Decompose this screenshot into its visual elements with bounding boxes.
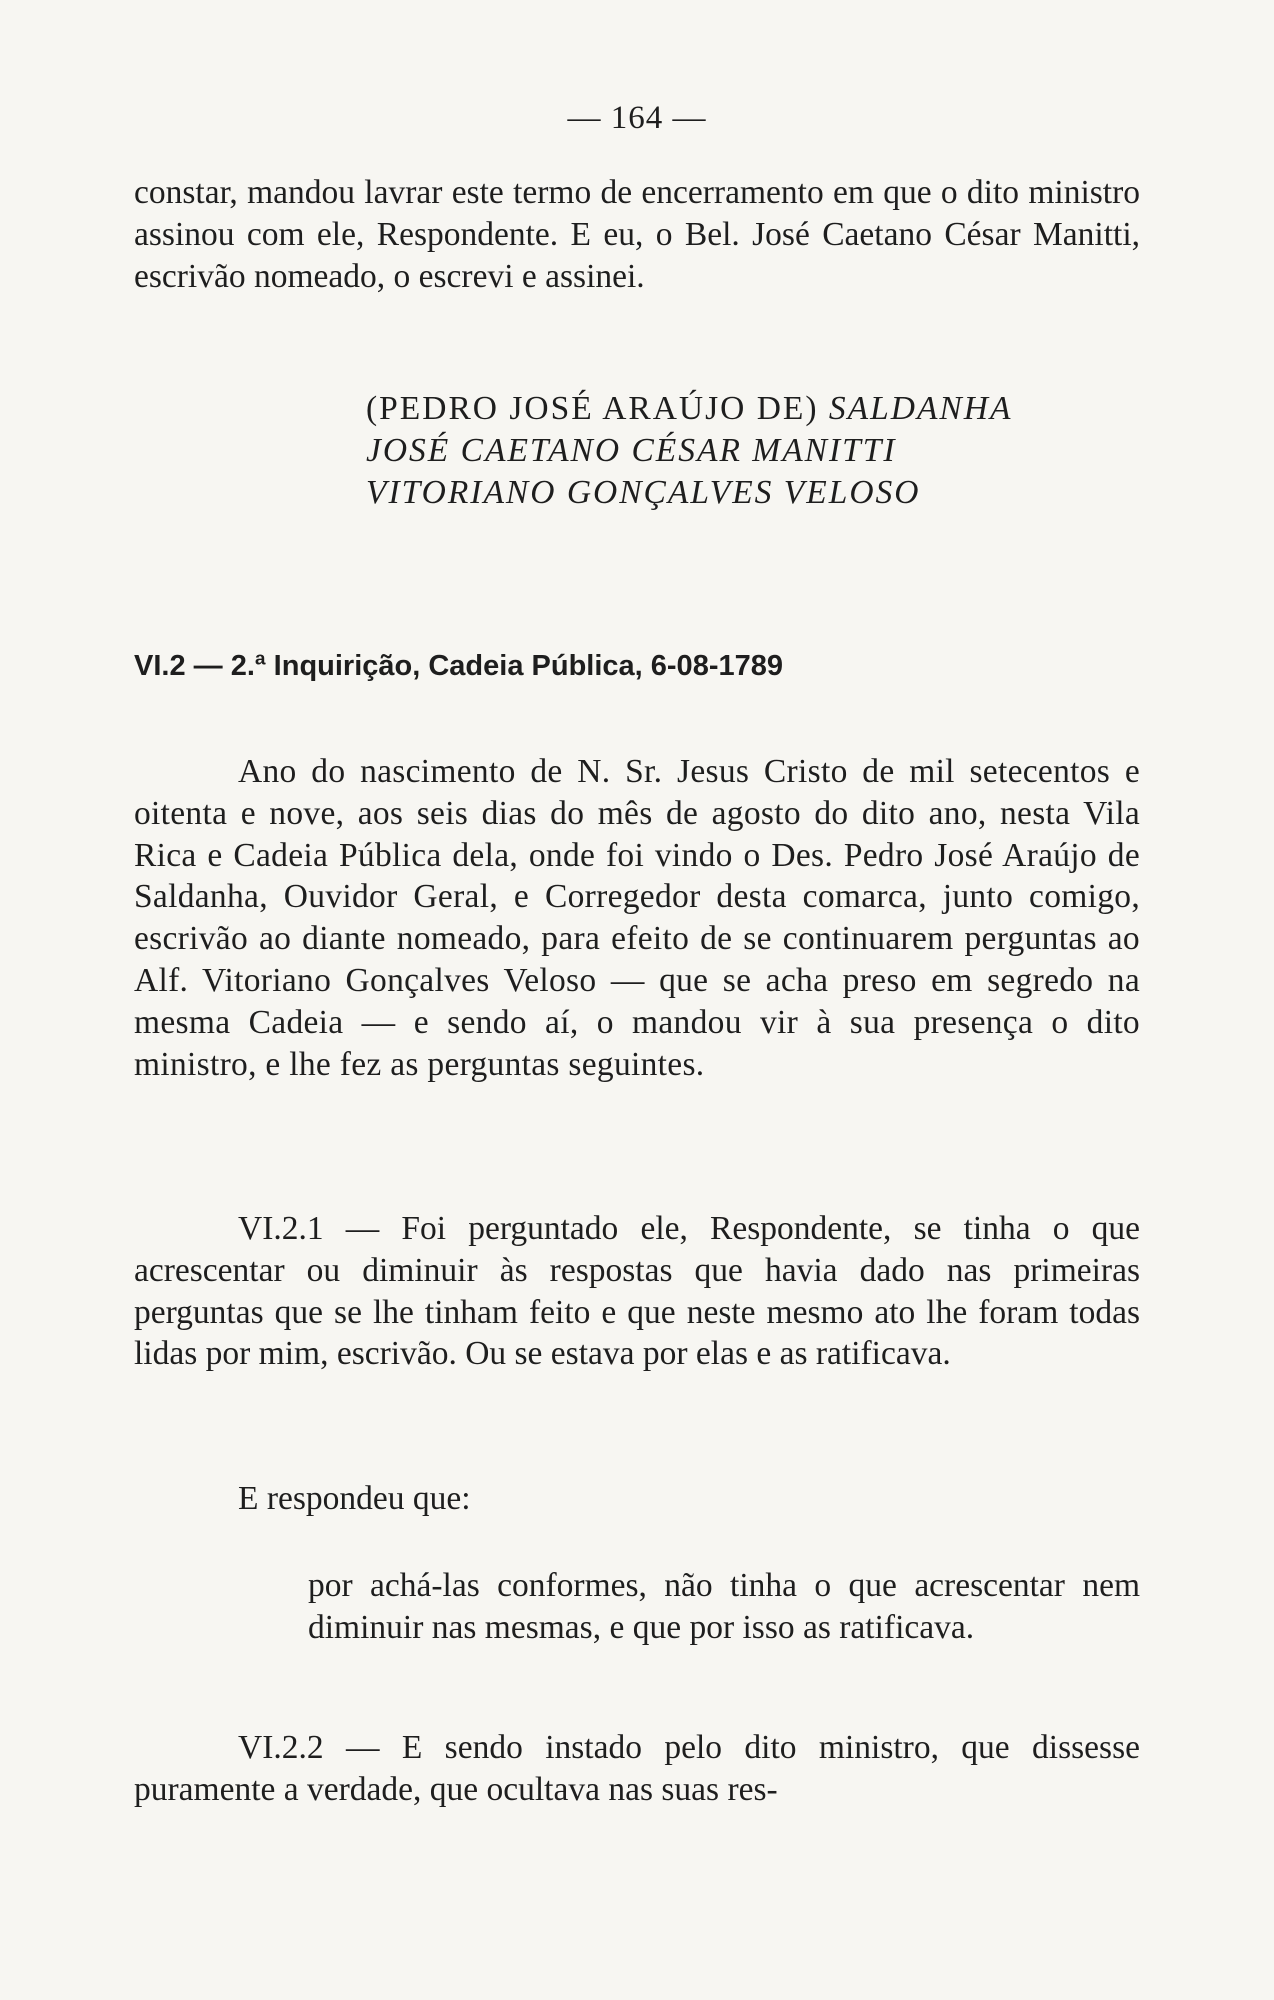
signature-veloso: VITORIANO GONÇALVES VELOSO bbox=[366, 474, 921, 511]
signature-saldanha-name: SALDANHA bbox=[828, 390, 1013, 427]
signature-block bbox=[366, 388, 1012, 514]
opening-paragraph: Ano do nascimento de N. Sr. Jesus Cristo de mil setecentos e oitenta e nove, aos seis dias do mês de agosto do dito ano, nesta Vila Rica e Cadeia Pública dela, onde foi vindo o Des. Pedro José Araújo de Saldanha, Ouvidor Geral, e Corregedor desta comarca, junto comigo, escrivão ao diante nomeado, para efeito de se continuarem perguntas ao Alf. Vitoriano Gonçalves Veloso — que se acha preso em segredo na mesma Cadeia — e sendo aí, o mandou vir à sua presença o dito ministro, e lhe fez as perguntas seguintes. bbox=[134, 753, 1140, 1083]
question-vi-2-1: VI.2.1 — Foi perguntado ele, Respondente, se tinha o que acrescentar ou diminuir às respostas que havia dado nas primeiras perguntas que se lhe tinham feito e que neste mesmo ato lhe foram todas lidas por mim, escrivão. Ou se estava por elas e as ratificava. bbox=[134, 1210, 1140, 1373]
closing-paragraph: constar, mandou lavrar este termo de encerramento em que o dito ministro assinou com ele, Respondente. E eu, o Bel. José Caetano César Manitti, escrivão nomeado, o escrevi e assinei. bbox=[134, 174, 1140, 295]
question-vi-2-2: VI.2.2 — E sendo instado pelo dito ministro, que dissesse puramente a verdade, que ocultava nas suas res- bbox=[134, 1729, 1140, 1808]
signature-manitti: JOSÉ CAETANO CÉSAR MANITTI bbox=[366, 432, 897, 469]
signature-saldanha-prefix: (PEDRO JOSÉ ARAÚJO DE) bbox=[366, 390, 829, 427]
reply-quote: por achá-las conformes, não tinha o que acrescentar nem diminuir nas mesmas, e que por isso as ratificava. bbox=[308, 1567, 1140, 1646]
page-number: — 164 — bbox=[567, 100, 707, 136]
reply-intro: E respondeu que: bbox=[238, 1480, 471, 1517]
signature-saldanha bbox=[366, 388, 1012, 430]
section-heading: VI.2 — 2.ª Inquirição, Cadeia Pública, 6-08-1789 bbox=[134, 650, 783, 682]
